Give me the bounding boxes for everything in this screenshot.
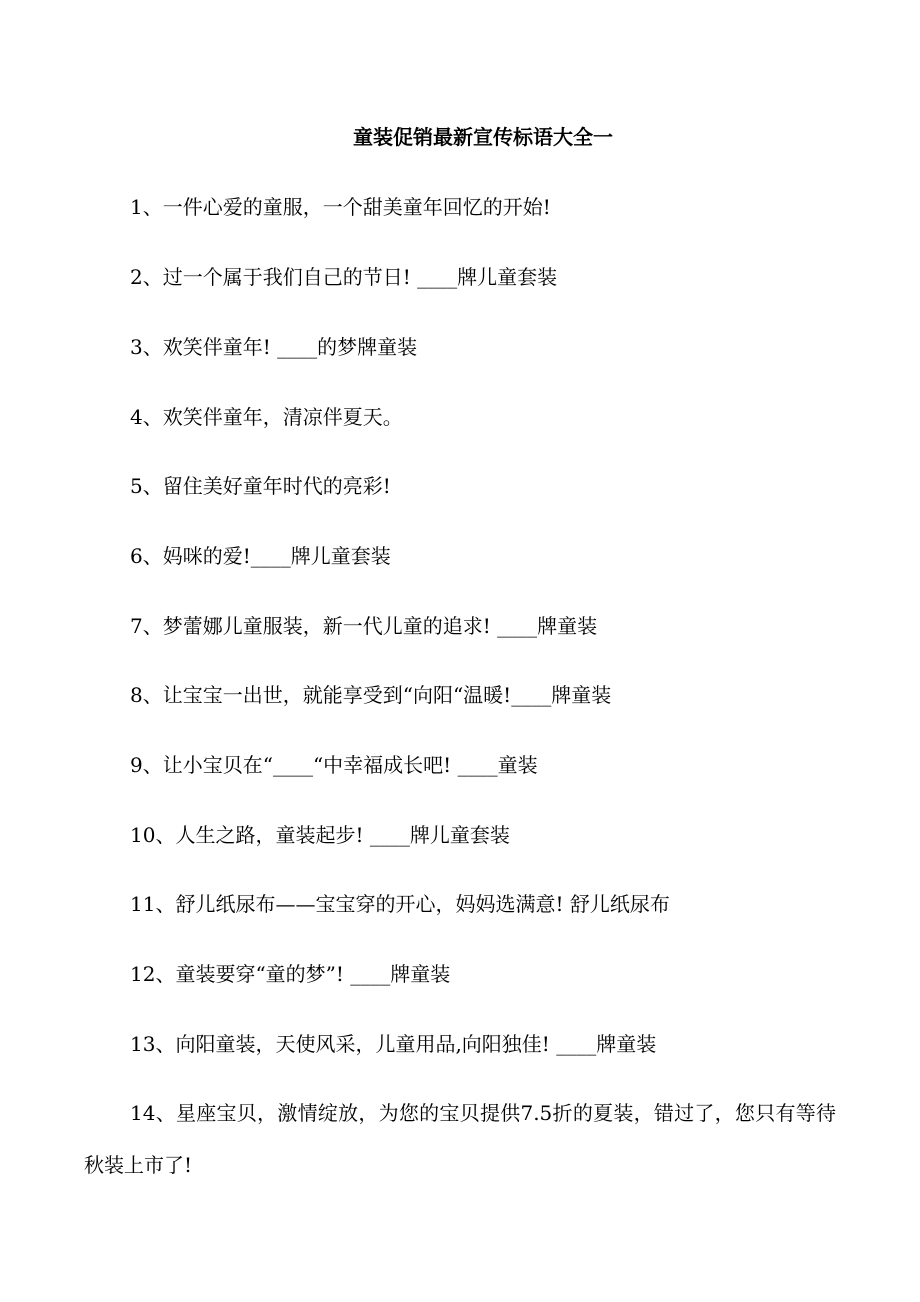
slogan-item: 9、让小宝贝在“____“中幸福成长吧! ____童装 — [130, 753, 538, 777]
slogan-item: 11、舒儿纸尿布——宝宝穿的开心，妈妈选满意! 舒儿纸尿布 — [130, 892, 670, 916]
slogan-item: 6、妈咪的爱!____牌儿童套装 — [130, 544, 391, 568]
slogan-item: 8、让宝宝一出世，就能享受到“向阳“温暖!____牌童装 — [130, 683, 612, 707]
slogan-item: 12、童装要穿“童的梦”! ____牌童装 — [130, 962, 451, 986]
slogan-item: 1、一件心爱的童服，一个甜美童年回忆的开始! — [130, 195, 551, 219]
slogan-item: 2、过一个属于我们自己的节日! ____牌儿童套装 — [130, 265, 558, 289]
slogan-item: 4、欢笑伴童年，清凉伴夏天。 — [130, 405, 403, 429]
slogan-item: 10、人生之路，童装起步! ____牌儿童套装 — [130, 823, 510, 847]
slogan-item: 5、留住美好童年时代的亮彩! — [130, 474, 391, 498]
slogan-item: 14、星座宝贝，激情绽放，为您的宝贝提供7.5折的夏装，错过了，您只有等待秋装上市了! — [84, 1101, 836, 1177]
slogan-item: 7、梦蕾娜儿童服装，新一代儿童的追求! ____牌童装 — [130, 614, 598, 638]
slogan-item: 13、向阳童装，天使风采，儿童用品,向阳独佳! ____牌童装 — [130, 1032, 657, 1056]
document-title: 童装促销最新宣传标语大全一 — [353, 125, 613, 149]
slogan-item: 3、欢笑伴童年! ____的梦牌童装 — [130, 335, 418, 359]
